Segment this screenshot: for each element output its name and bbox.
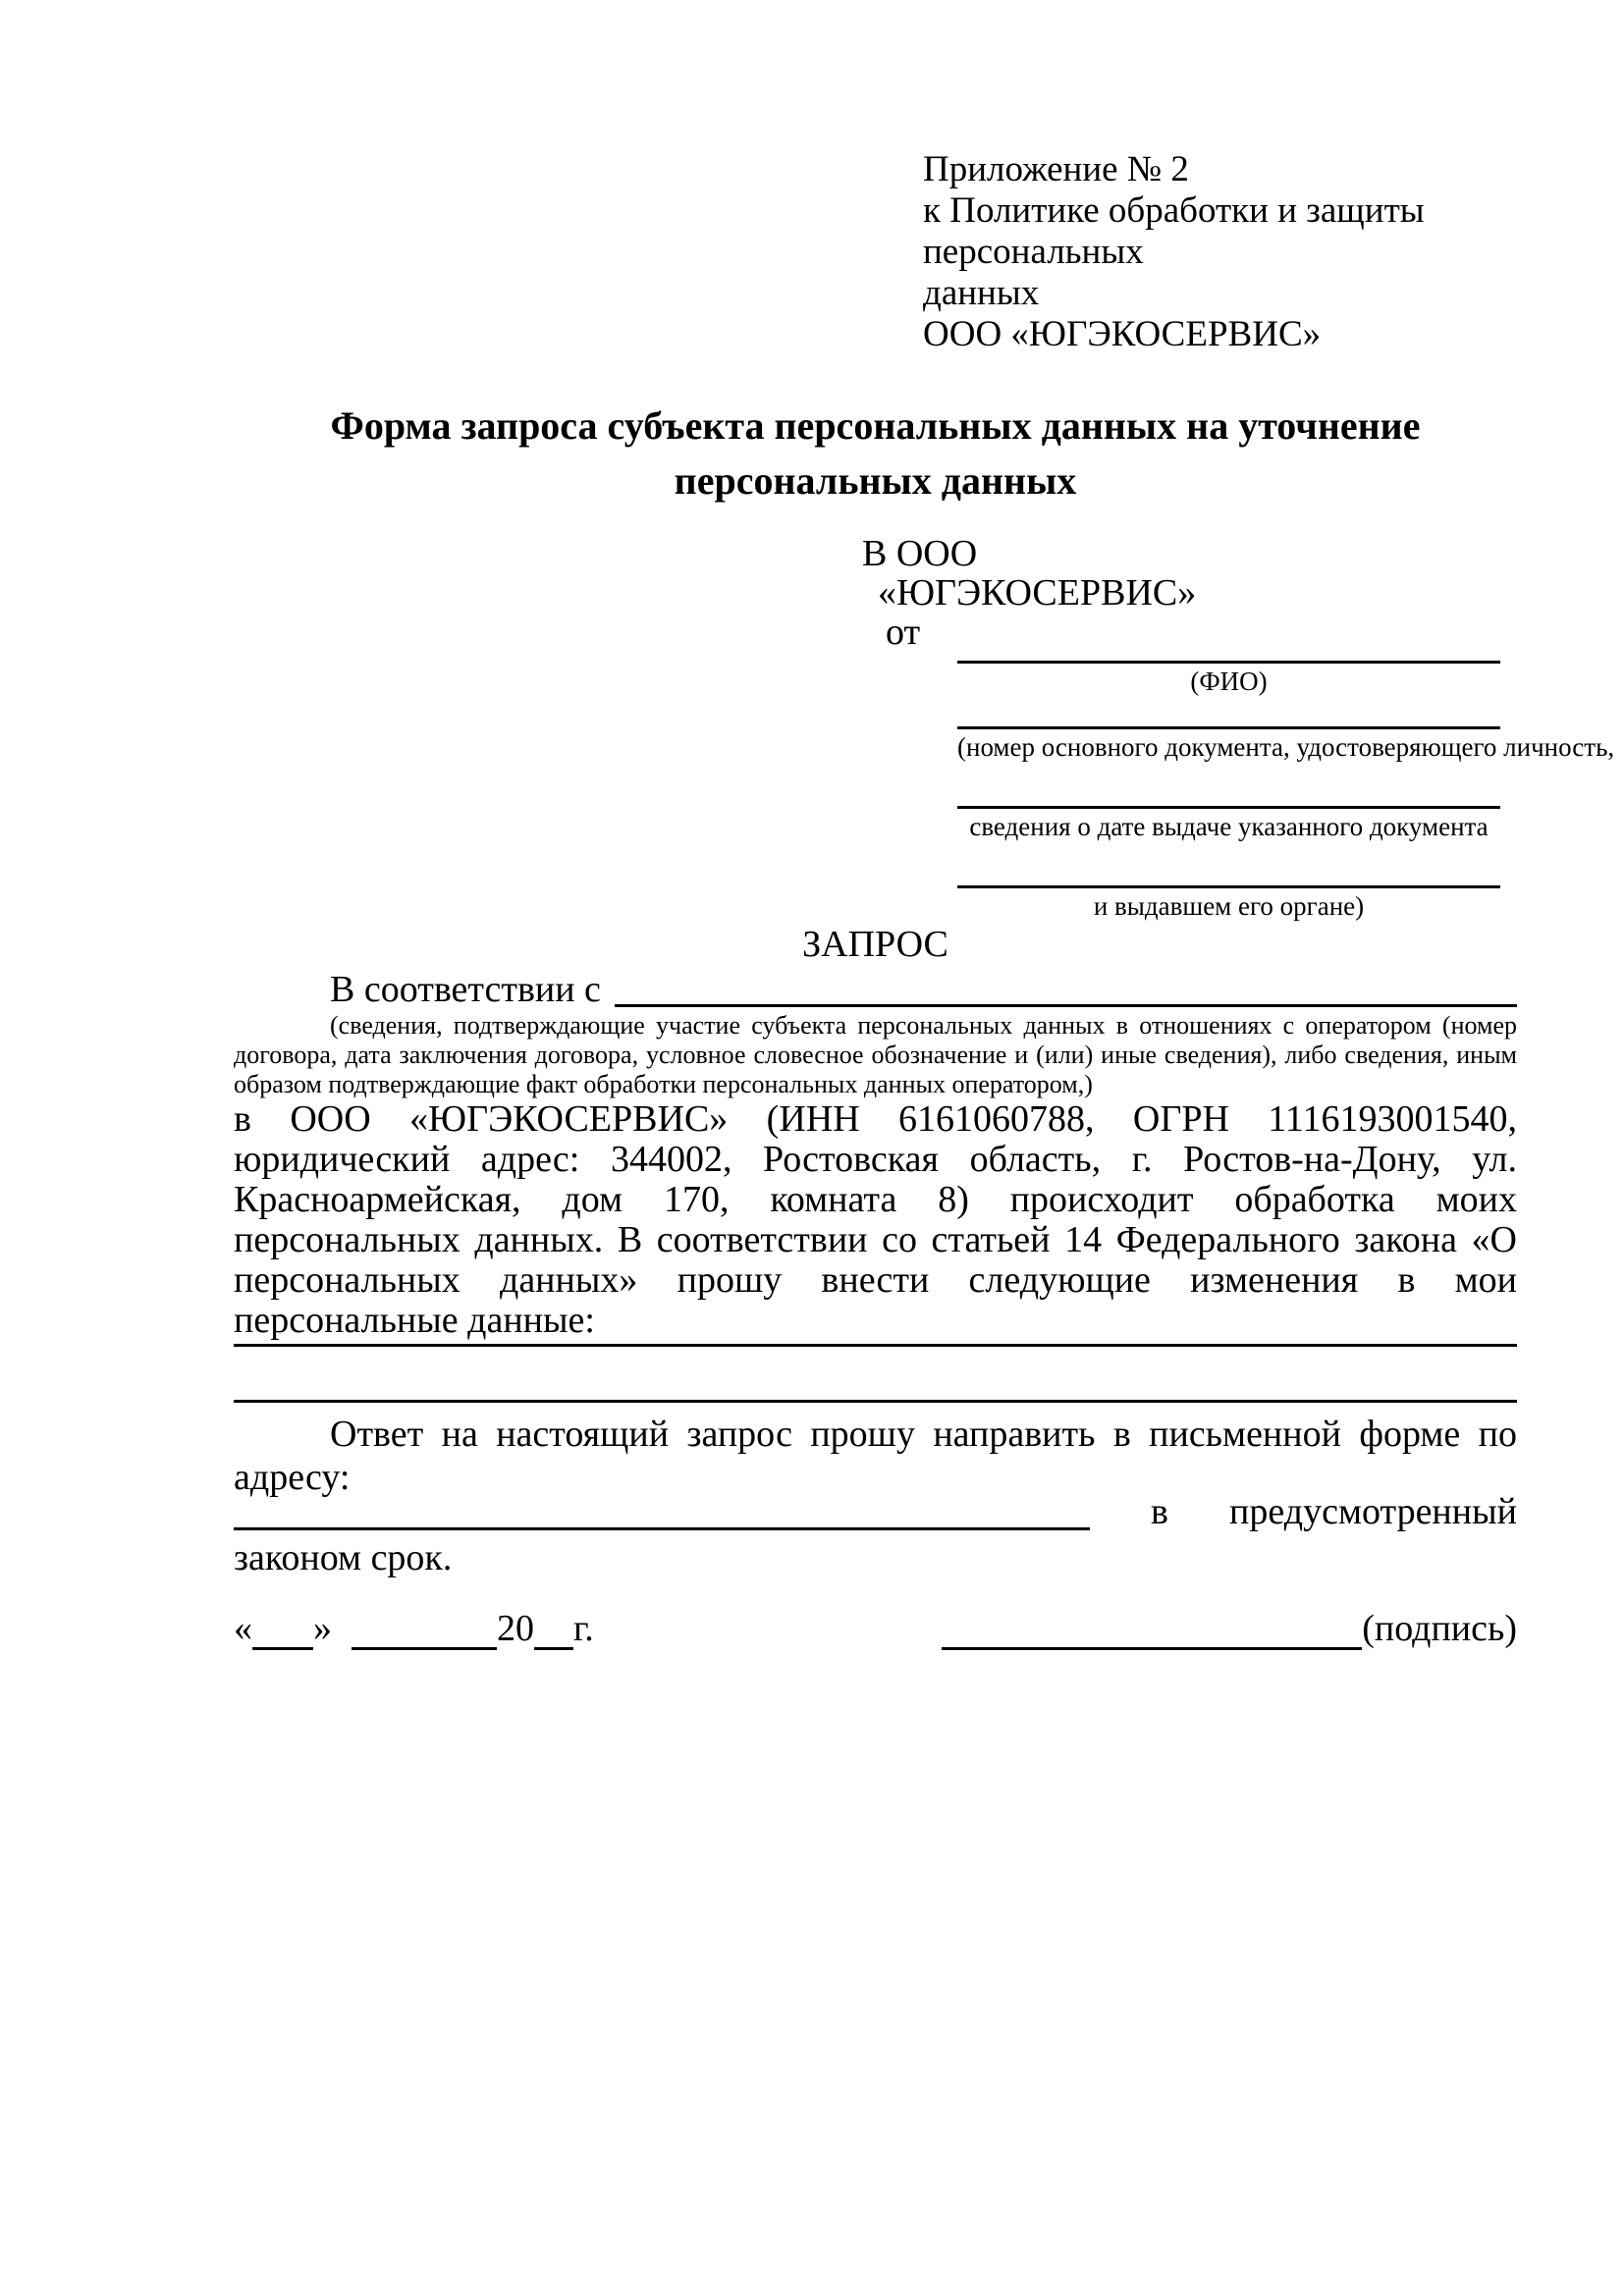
reply-term-line: законом срок. xyxy=(234,1537,453,1578)
annex-line-4: ООО «ЮГЭКОСЕРВИС» xyxy=(923,314,1322,354)
date-month-fill-line xyxy=(352,1614,497,1650)
reply-address-row xyxy=(234,1491,1517,1532)
intro-fill-line xyxy=(615,1004,1517,1007)
request-heading: ЗАПРОС xyxy=(802,924,948,965)
page-title: Форма запроса субъекта персональных данных на уточнение персональных данных xyxy=(330,403,1421,503)
annex-note xyxy=(923,149,1517,355)
issue-date-caption: сведения о дате выдаче указанного документа xyxy=(969,812,1489,841)
document-number-caption: (номер основного документа, удостоверяющего личность, xyxy=(957,732,1615,762)
field-document-number xyxy=(957,718,1615,762)
reply-address-sentence: Ответ на настоящий запрос прошу направить в письменной форме по адресу: xyxy=(234,1414,1517,1498)
date-day-fill-line xyxy=(252,1614,313,1650)
field-fio xyxy=(957,652,1500,696)
addressee-from-label: от xyxy=(886,612,921,653)
fio-fill-line xyxy=(957,652,1500,664)
annex-line-2: к Политике обработки и защиты персональных xyxy=(923,190,1425,272)
date-signature-row xyxy=(234,1607,1517,1650)
addressee-block xyxy=(234,533,1615,921)
addressee-company-name: «ЮГЭКОСЕРВИС» xyxy=(878,572,1197,614)
fio-caption: (ФИО) xyxy=(1190,667,1268,696)
intro-label: В соответствии с xyxy=(330,969,601,1010)
request-body: в ООО «ЮГЭКОСЕРВИС» (ИНН 6161060788, ОГРН 1116193001540, юридический адрес: 344002, Ростовская область, г. Ростов-на-Дону, ул. Красноармейская, дом 170, комната 8) происходит обработка моих персональных данных. В соответствии со статьей 14 Федерального закона «О персональных данных» прошу внести следующие изменения в мои персональные данные: xyxy=(234,1098,1517,1341)
date-year-fill-line xyxy=(534,1614,573,1650)
changes-fill-line-1 xyxy=(234,1341,1517,1347)
document-number-fill-line xyxy=(957,718,1500,729)
intro-row xyxy=(234,968,1517,1011)
date-block xyxy=(234,1607,594,1650)
reply-address-fill-line xyxy=(234,1499,1090,1530)
field-issue-date xyxy=(957,797,1500,841)
date-quote-open: « xyxy=(234,1608,252,1649)
date-year-prefix: 20 xyxy=(497,1608,534,1649)
reply-word-stipulated: предусмотренный xyxy=(1229,1491,1517,1532)
addressee-company-to: В ООО xyxy=(862,533,978,574)
annex-line-3: данных xyxy=(923,273,1040,313)
intro-footnote: (сведения, подтверждающие участие субъекта персональных данных в отношениях с оператором (номер договора, дата заключения договора, условное словесное обозначение и (или) иные сведения), либо сведения, иным образом подтверждающие факт обработки персональных данных оператором,) xyxy=(234,1011,1517,1098)
signature-fill-line xyxy=(942,1614,1362,1650)
reply-word-in: в xyxy=(1151,1491,1168,1532)
changes-fill-line-2 xyxy=(234,1400,1517,1403)
issue-date-fill-line xyxy=(957,797,1500,809)
date-year-suffix: г. xyxy=(573,1608,594,1649)
field-issuing-authority xyxy=(957,877,1500,921)
issuing-authority-caption: и выдавшем его органе) xyxy=(1093,891,1365,921)
signature-caption: (подпись) xyxy=(1362,1608,1517,1649)
date-quote-close: » xyxy=(313,1608,332,1649)
annex-line-1: Приложение № 2 xyxy=(923,149,1189,189)
issuing-authority-fill-line xyxy=(957,877,1500,888)
signature-block xyxy=(942,1607,1517,1650)
